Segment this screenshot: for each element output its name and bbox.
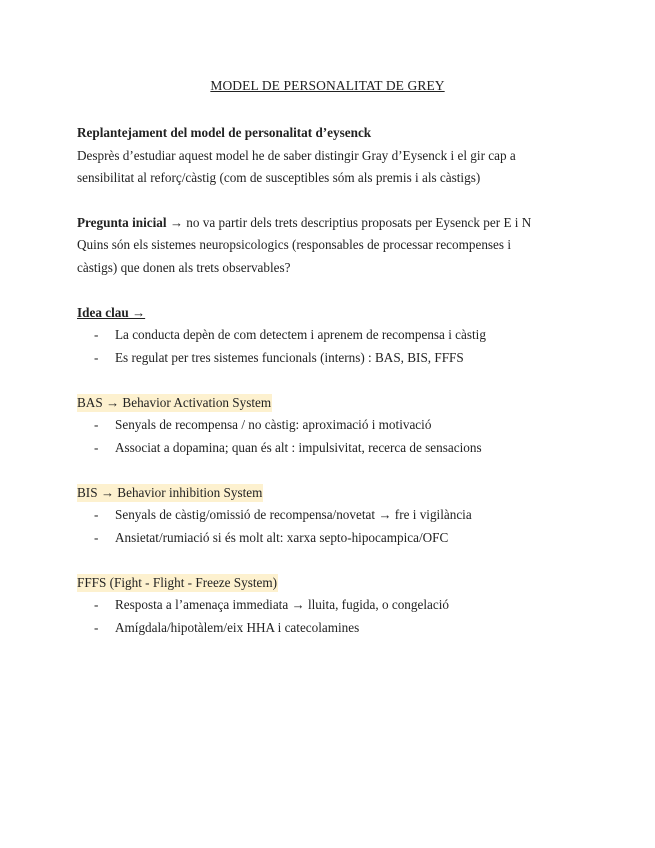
highlighted-heading: BIS → Behavior inhibition System (77, 485, 263, 500)
bullet-dash: - (94, 417, 99, 432)
list-item (94, 416, 431, 434)
list-item (94, 529, 448, 547)
section-heading-ffs (77, 574, 278, 592)
list-item (94, 326, 486, 344)
section-heading-bis (77, 484, 263, 502)
list-item-text: Senyals de càstig/omissió de recompensa/novetat → fre i vigilància (115, 507, 472, 522)
pregunta-label: Pregunta inicial (77, 215, 167, 230)
list-item-text: Senyals de recompensa / no càstig: aproximació i motivació (115, 417, 432, 432)
paragraph-line: Quins són els sistemes neuropsicologics (responsables de processar recompenses i (77, 237, 511, 252)
list-item-text: Associat a dopamina; quan és alt : impulsivitat, recerca de sensacions (115, 440, 482, 455)
bullet-dash: - (94, 327, 99, 342)
section-heading-idea-clau: Idea clau → (77, 305, 146, 320)
paragraph-line: càstigs) que donen als trets observables? (77, 260, 291, 275)
paragraph-line: sensibilitat al reforç/càstig (com de susceptibles sóm als premis i als càstigs) (77, 170, 481, 185)
list-item-text: Amígdala/hipotàlem/eix HHA i catecolamines (115, 620, 360, 635)
list-item-text: La conducta depèn de com detectem i aprenem de recompensa i càstig (115, 327, 486, 342)
list-item-text: Resposta a l’amenaça immediata → lluita, fugida, o congelació (115, 597, 449, 612)
list-item (94, 349, 464, 367)
list-item (94, 619, 359, 637)
pregunta-line (77, 214, 531, 232)
bullet-dash: - (94, 440, 99, 455)
list-item (94, 596, 449, 614)
bullet-dash: - (94, 620, 99, 635)
bullet-dash: - (94, 507, 99, 522)
paragraph-line: Desprès d’estudiar aquest model he de saber distingir Gray d’Eysenck i el gir cap a (77, 148, 516, 163)
section-heading-replantejament: Replantejament del model de personalitat d’eysenck (77, 125, 372, 140)
bullet-dash: - (94, 350, 99, 365)
highlighted-heading: FFFS (Fight - Flight - Freeze System) (77, 575, 278, 590)
arrow-icon: → (169, 215, 183, 230)
list-item-text: Ansietat/rumiació si és molt alt: xarxa septo-hipocampica/OFC (115, 530, 449, 545)
pregunta-text: no va partir dels trets descriptius proposats per Eysenck per E i N (183, 215, 532, 230)
bullet-dash: - (94, 597, 99, 612)
section-heading-bas (77, 394, 272, 412)
list-item (94, 506, 472, 524)
list-item (94, 439, 482, 457)
bullet-dash: - (94, 530, 99, 545)
page-title: MODEL DE PERSONALITAT DE GREY (210, 78, 445, 93)
list-item-text: Es regulat per tres sistemes funcionals (interns) : BAS, BIS, FFFS (115, 350, 464, 365)
highlighted-heading: BAS → Behavior Activation System (77, 395, 272, 410)
